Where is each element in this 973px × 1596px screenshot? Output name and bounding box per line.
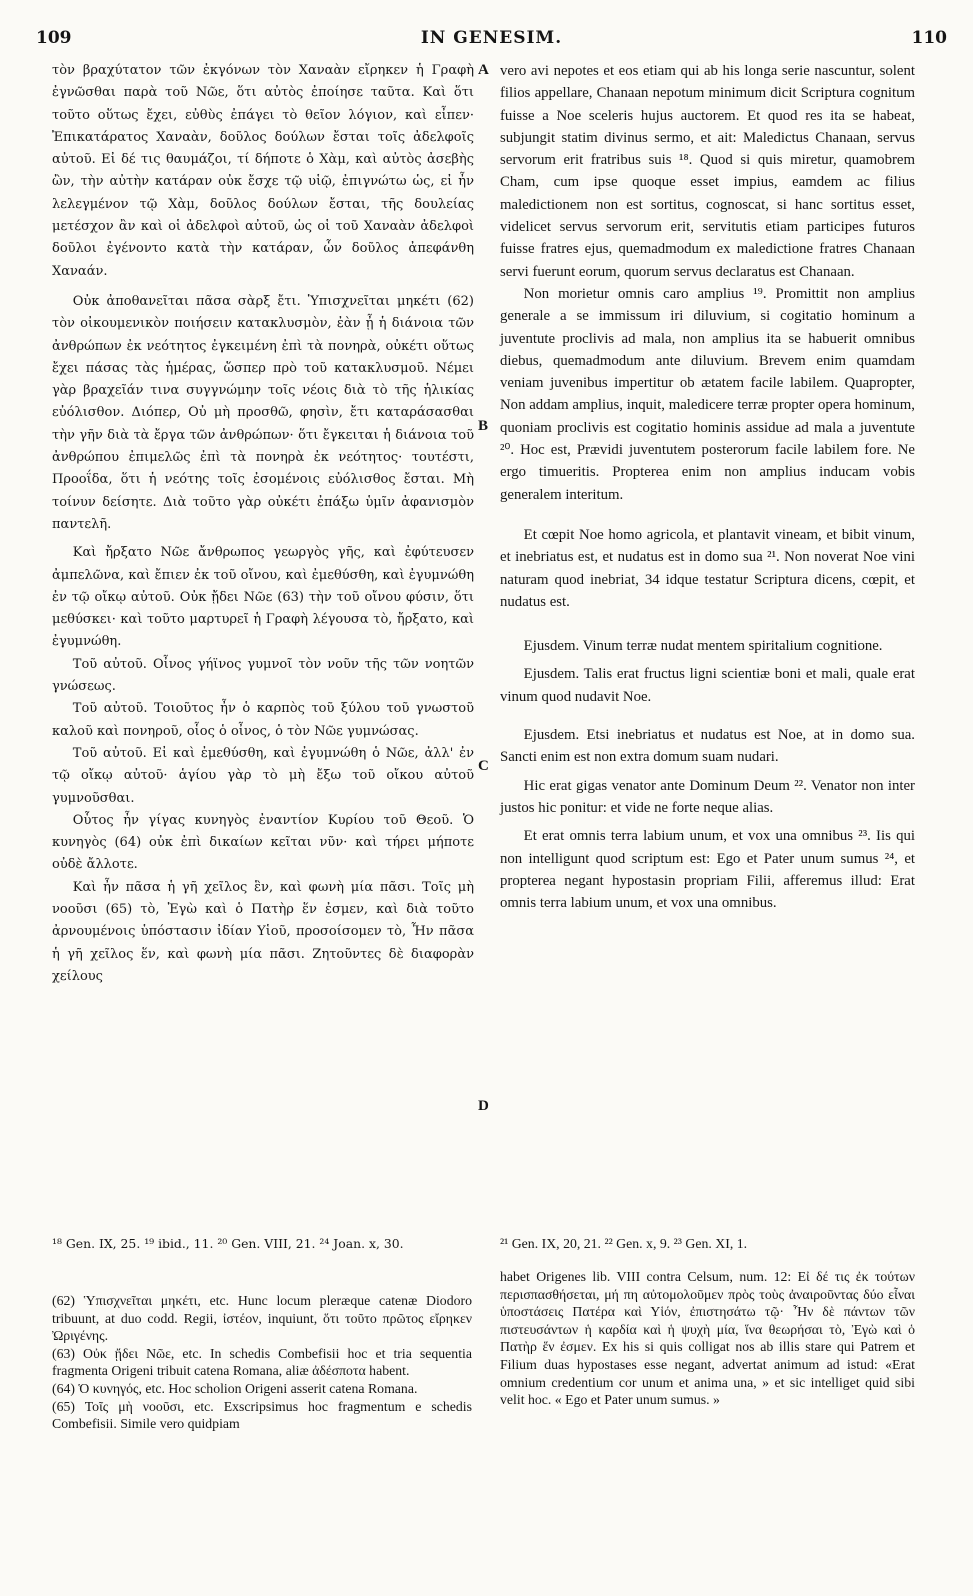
scripture-references-right: ²¹ Gen. IX, 20, 21. ²² Gen. x, 9. ²³ Gen. XI, 1. [500,1236,748,1251]
latin-paragraph: Non morietur omnis caro amplius ¹⁹. Promittit non amplius generale a se immissum iri diluvium, si cogitatio hominum a juventute proclivis ad mala, non amplius ita se habuerit omnibus diebus, quemadmodum ante diluvium. Brevem enim quamdam veniam juvenibus impertitur ob ætatem facile labilem. Quapropter, Non addam amplius, inquit, maledicere terræ propter opera hominum, quoniam proclivis est cogitatio hominis assidue ad mala a juventute ²⁰. Hoc est, Prævidi juventutem posterorum facile labilem fore. Ne ergo timueritis. Propterea enim non amplius inducam vobis generalem interitum. [500,285,915,503]
greek-paragraph: Οὗτος ἦν γίγας κυνηγὸς ἐναντίον Κυρίου τοῦ Θεοῦ. Ὁ κυνηγὸς (64) οὐκ ἐπὶ δικαίων κεῖται νῦν· καὶ τήρει μήποτε οὐδὲ ἄλλοτε. [52,812,474,873]
running-header [36,28,947,54]
section-marker-d: D [478,1098,489,1114]
editor-note: (62) Ὑπισχνεῖται μηκέτι, etc. Hunc locum pleræque catenæ Diodoro tribuunt, at duo codd. Regii, ἰστέον, inquiunt, ὅτι τοῦτο πρῶτος εἴρηκεν Ὠριγένης. [52,1293,472,1344]
greek-paragraph: Τοῦ αὐτοῦ. Εἰ καὶ ἐμεθύσθη, καὶ ἐγυμνώθη ὁ Νῶε, ἀλλ' ἐν τῷ οἴκῳ αὐτοῦ· ἁγίου γὰρ τὸ μὴ ἔξω τοῦ οἴκου αὐτοῦ γυμνοῦσθαι. [52,745,474,806]
latin-paragraph: Et erat omnis terra labium unum, et vox una omnibus ²³. Iis qui non intelligunt quod scriptum est: Ego et Pater unum sumus ²⁴, et propterea negant hypostasin propriam Filii, afferemus illud: Erat omnis terra labium unum, et vox una omnibus. [500,828,915,912]
editor-note: habet Origenes lib. VIII contra Celsum, num. 12: Εἰ δέ τις ἐκ τούτων περισπασθήσεται, μή πη αὐτομολοῦμεν πρὸς τοὺς ἀναιροῦντας δύο εἶναι ὑποστάσεις Πατέρα καὶ Υἱόν, ἐπιστησάτω τῷ· Ἦν δὲ πάντων τῶν πιστευσάντων ἡ καρδία καὶ ἡ ψυχὴ μία, ἵνα θεωρήσαι τὸ, Ἐγὼ καὶ ὁ Πατὴρ ἕν ἐσμεν. Ex his si quis colligat nos ab illis stare qui Patrem et Filium duas hypostases esse negant, advertat animum ad istud: «Erat omnium credentium cor unum et anima una, » et sic intelliget quid sibi velit hoc. « Ego et Pater unum sumus. » [500,1269,915,1408]
greek-paragraph: Τοῦ αὐτοῦ. Οἶνος γήϊνος γυμνοῖ τὸν νοῦν τῆς τῶν νοητῶν γνώσεως. [52,656,474,695]
section-marker-b: B [478,418,489,434]
latin-column [500,60,915,914]
editor-notes-left [52,1292,472,1433]
running-title: IN GENESIM. [420,28,563,48]
greek-paragraph: Καὶ ἦν πᾶσα ἡ γῆ χεῖλος ἓν, καὶ φωνὴ μία πᾶσι. Τοῖς μὴ νοοῦσι (65) τὸ, Ἐγὼ καὶ ὁ Πατὴρ ἕν ἐσμεν, καὶ διὰ τοῦτο ἀρνουμένοις ὑπόστασιν ἰδίαν Υἱοῦ, προσοίσομεν τὸ, Ἦν πᾶσα ἡ γῆ χεῖλος ἕν, καὶ φωνὴ μία πᾶσι. Ζητοῦντες δὲ διαφορὰν χείλους [52,879,474,984]
editor-note: (64) Ὁ κυνηγός, etc. Hoc scholion Origeni asserit catena Romana. [52,1380,418,1396]
greek-column [52,60,474,988]
greek-paragraph: Οὐκ ἀποθανεῖται πᾶσα σὰρξ ἔτι. Ὑπισχνεῖται μηκέτι (62) τὸν οἰκουμενικὸν ποιήσειν κατακλυσμὸν, ἐὰν ᾖ ἡ διάνοια τῶν ἀνθρώπων ἐκ νεότητος ἐγκειμένη ἐπὶ τὰ πονηρὰ, οὐκέτι οὕτως ἔχει πάσας τὰς ἡμέρας, ὥσπερ πρὸ τοῦ κατακλυσμοῦ. Νέμει γὰρ βραχεῖάν τινα συγγνώμην τοῖς νέοις διὰ τὸ τῆς ἡλικίας εὐόλισθον. Διόπερ, Οὐ μὴ προσθῶ, φησὶν, ἔτι καταράσασθαι τὴν γῆν διὰ τὰ ἔργα τῶν ἀνθρώπων· ὅτι ἔγκειται ἡ διάνοια τοῦ ἀνθρώπου ἐπιμελῶς ἐπὶ τὰ πονηρὰ ἐκ νεότητος· τουτέστι, Προοΐδα, ὅτι ἡ νεότης τοῖς ἐσομένοις εὐόλισθος ἔσται. Μὴ τοίνυν δείσητε. Διὰ τοῦτο γὰρ οὐκέτι ἐπάξω ὑμῖν ἀφανισμὸν παντελῆ. [52,293,474,532]
editor-note: (63) Οὐκ ᾔδει Νῶε, etc. In schedis Combefisii hoc et tria sequentia fragmenta Origeni tribuit catena Romana, aliæ ἀδέσποτα habent. [52,1345,472,1379]
greek-paragraph: Τοῦ αὐτοῦ. Τοιοῦτος ἦν ὁ καρπὸς τοῦ ξύλου τοῦ γνωστοῦ καλοῦ καὶ πονηροῦ, οἷος ὁ οἶνος, ὁ τὸν Νῶε γυμνώσας. [52,701,474,739]
page-number-left: 109 [36,28,72,48]
latin-paragraph: Ejusdem. Vinum terræ nudat mentem spiritalium cognitione. [523,638,883,655]
editor-notes-right [500,1268,915,1409]
latin-paragraph: Ejusdem. Etsi inebriatus et nudatus est Noe, at in domo sua. Sancti enim est non extra domum suam nudari. [500,727,915,766]
latin-paragraph: Hic erat gigas venator ante Dominum Deum ²². Venator non inter justos hic ponitur: et vide ne forte neque alias. [500,777,915,816]
editor-note: (65) Τοῖς μὴ νοοῦσι, etc. Exscripsimus hoc fragmentum e schedis Combefisii. Simile vero quidpiam [52,1398,472,1432]
section-marker-c: C [478,758,489,774]
greek-paragraph: τὸν βραχύτατον τῶν ἐκγόνων τὸν Χαναὰν εἴρηκεν ἡ Γραφὴ ἐγνῶσθαι παρὰ τοῦ Νῶε, ὅτι αὐτὸς ἐποίησε ταῦτα. Καὶ ὅτι τοῦτο οὕτως ἔχει, εὐθὺς ἐπάγει τὸ θεῖον λόγιον, καὶ εἶπεν· Ἐπικατάρατος Χαναὰν, δοῦλος δούλων ἔσται τοῖς ἀδελφοῖς αὐτοῦ. Εἰ δέ τις θαυμάζοι, τί δήποτε ὁ Χὰμ, καὶ αὐτὸς ἀσεβὴς ὢν, τὴν αὐτὴν κατάραν οὐκ ἔσχε τῷ υἱῷ, ἐπιγνώτω ὡς, εἰ ἦν λελεγμένον τῷ Χὰμ, δοῦλος δούλων ἔσται, τῆς δουλείας μετέσχον ἂν καὶ οἱ ἀδελφοὶ αὐτοῦ, ὡς οἱ τοῦ Χαναὰν ἀδελφοὶ δοῦλοι ἐγένοντο κατὰ τὴν κατάραν, ὧν δοῦλος ἀπεφάνθη Χαναάν. [52,63,474,279]
latin-paragraph: Ejusdem. Talis erat fructus ligni scientiæ boni et mali, quale erat vinum quod nudavit Noe. [500,666,915,705]
page-number-right: 110 [911,28,947,48]
latin-paragraph: vero avi nepotes et eos etiam qui ab his longa serie nascuntur, solent filios appellare, Chanaan nepotum minimum dicit Scriptura cognitum fuisse a Noe sceleris hujus auctorem. Et quod res ita se habeat, subjungit statim divinus sermo, et ait: Maledictus Chanaan, servus servorum erit fratribus suis ¹⁸. Quod si quis miretur, quamobrem Cham, cum ipse quoque esset impius, eamdem ac filius maledictionem non est sortitus, cognoscat, si hanc sortitus esset, videlicet servus servorum erit, servitutis etiam participes futuros fuisse fratres ejus, quemadmodum ex maledictione fratres Chanaan servi fuerunt eorum, quorum servus declaratus est Chanaan. [500,63,915,280]
greek-paragraph: Καὶ ἤρξατο Νῶε ἄνθρωπος γεωργὸς γῆς, καὶ ἐφύτευσεν ἀμπελῶνα, καὶ ἔπιεν ἐκ τοῦ οἴνου, καὶ ἐμεθύσθη, καὶ ἐγυμνώθη ἐν τῷ οἴκῳ αὐτοῦ. Οὐκ ᾔδει Νῶε (63) τὴν τοῦ οἴνου φύσιν, ὅτι μεθύσκει· καὶ τοῦτο μαρτυρεῖ ἡ Γραφὴ λέγουσα τὸ, ἤρξατο, καὶ ἐγυμνώθη. [52,545,474,650]
scripture-references-left: ¹⁸ Gen. IX, 25. ¹⁹ ibid., 11. ²⁰ Gen. VIII, 21. ²⁴ Joan. x, 30. [52,1236,404,1251]
section-marker-a: A [478,62,489,78]
latin-paragraph: Et cœpit Noe homo agricola, et plantavit vineam, et bibit vinum, et inebriatus est, et nudatus est in domo sua ²¹. Non noverat Noe vini naturam quod inebriat, 34 idque testatur Scriptura dicens, cœpit, et nudatus est. [500,526,915,610]
